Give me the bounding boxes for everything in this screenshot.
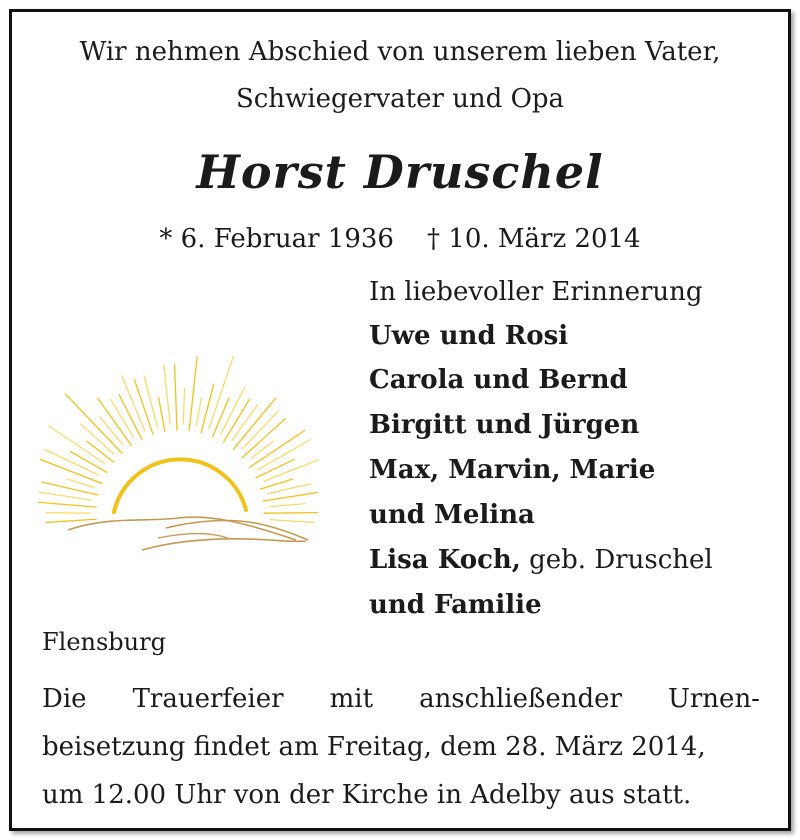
- notice-word: Die: [42, 684, 87, 714]
- sun-ray: [270, 520, 314, 523]
- notice-line-1: [42, 684, 760, 714]
- hill-front: [142, 539, 306, 550]
- sun-ray: [233, 398, 275, 449]
- sun-ray: [183, 388, 184, 424]
- mourner-family: und Familie: [369, 590, 542, 620]
- sun-ray: [264, 456, 318, 481]
- notice-word: Urnen-: [667, 684, 760, 714]
- sun-ray: [189, 357, 197, 431]
- sun-ray: [256, 460, 294, 478]
- mourner-lisa-name: Lisa Koch,: [369, 545, 521, 575]
- sun-ray: [46, 519, 96, 522]
- sun-ray: [242, 419, 285, 458]
- birth-date: * 6. Februar 1936: [159, 224, 394, 254]
- hill-shadow: [158, 534, 228, 539]
- sun-icon: [114, 459, 246, 512]
- sun-ray: [49, 426, 105, 464]
- sun-rays: [38, 357, 318, 523]
- sun-ray: [270, 504, 306, 507]
- notice-line-2: beisetzung findet am Freitag, dem 28. März 2014,: [42, 732, 706, 762]
- deceased-name: Horst Druschel: [196, 145, 604, 199]
- sun-ray: [251, 441, 273, 458]
- sun-ray: [40, 492, 91, 500]
- notice-word: Trauerfeier: [132, 684, 284, 714]
- mourner-line: Carola und Bernd: [369, 365, 628, 395]
- sun-ray: [159, 398, 165, 431]
- intro-line-2: Schwiegervater und Opa: [235, 84, 565, 114]
- mourner-line: Uwe und Rosi: [369, 321, 569, 351]
- notice-line-3: um 12.00 Uhr von der Kirche in Adelby aus statt.: [42, 780, 692, 810]
- sun-ray: [134, 380, 153, 435]
- mourner-lisa-birthname: geb. Druschel: [529, 545, 713, 575]
- mourner-lisa: [369, 545, 713, 575]
- mourners-intro: In liebevoller Erinnerung: [369, 277, 703, 307]
- hill-back: [68, 517, 296, 540]
- obituary-notice: [9, 9, 791, 831]
- death-date: † 10. März 2014: [427, 224, 641, 254]
- sun-ray: [264, 513, 318, 514]
- sun-ray: [263, 488, 318, 501]
- notice-word: mit: [329, 684, 374, 714]
- mourner-line: Max, Marvin, Marie: [369, 455, 656, 485]
- sun-ray: [65, 394, 122, 453]
- mourner-line: Birgitt und Jürgen: [369, 410, 640, 440]
- sunset-illustration: [38, 342, 318, 552]
- sun-ray: [100, 417, 123, 445]
- intro-line-1: Wir nehmen Abschied von unserem lieben Vater,: [79, 37, 721, 67]
- sun-ray: [201, 384, 214, 432]
- sun-ray: [175, 364, 177, 430]
- sun-ray: [87, 441, 114, 462]
- mourner-line: und Melina: [369, 500, 535, 530]
- notice-word: anschließender: [419, 684, 622, 714]
- sun-ray: [67, 479, 94, 487]
- sun-ray: [144, 377, 157, 427]
- life-dates: [12, 224, 788, 254]
- sun-ray: [38, 502, 96, 507]
- place-name: Flensburg: [42, 628, 166, 656]
- sun-ray: [250, 430, 305, 467]
- sun-ray: [196, 398, 201, 426]
- sun-ray: [213, 398, 229, 437]
- sun-ray: [164, 365, 171, 425]
